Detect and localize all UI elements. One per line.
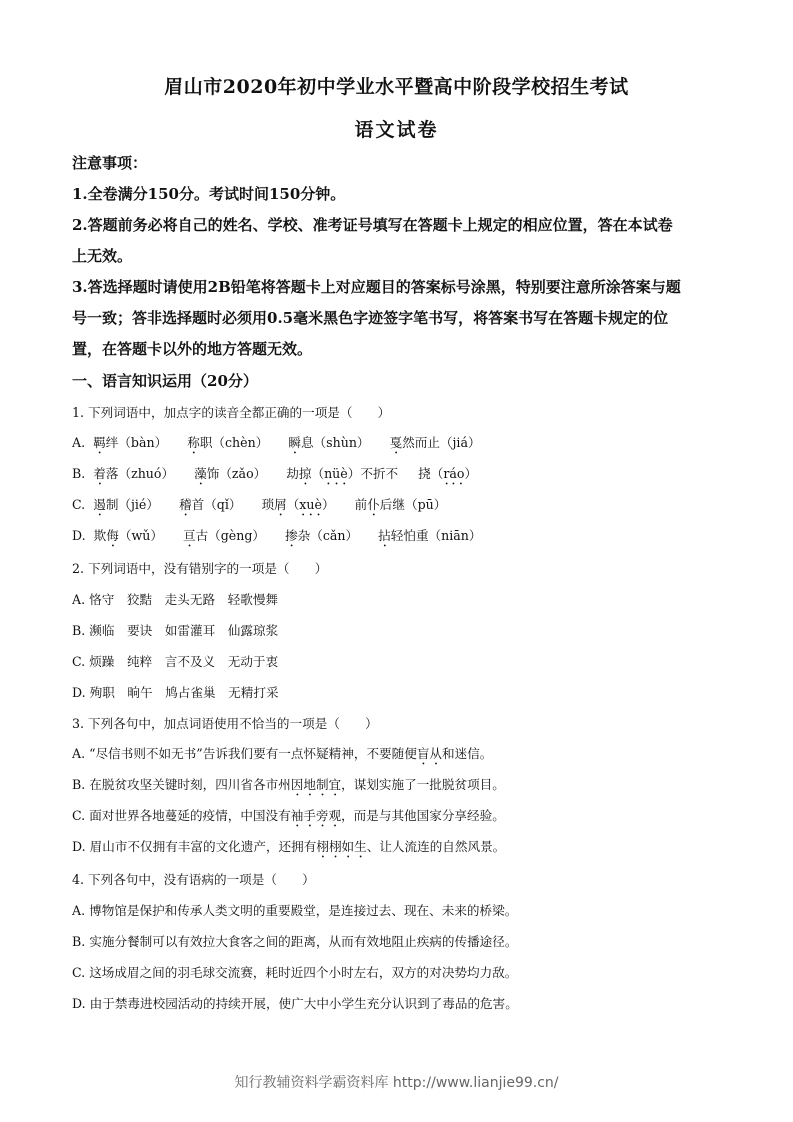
question-2-option-a: A. 恪守 狡黠 走头无路 轻歌慢舞 [72, 592, 279, 607]
notes-heading: 注意事项： [72, 154, 148, 172]
question-1-option-c: C. 遏制（jié） 稽首（qǐ） 琐屑（xuè） 前仆后继（pū） [72, 497, 447, 512]
question-3-option-a: A. “尽信书则不如无书”告诉我们要有一点怀疑精神，不要随便盲从和迷信。 [72, 746, 493, 761]
question-2-option-d: D. 殉职 晌午 鸠占雀巢 无精打采 [72, 685, 279, 700]
question-4-option-c: C. 这场成眉之间的羽毛球交流赛，耗时近四个小时左右，双方的对决势均力敌。 [72, 965, 518, 980]
note-2-line-2: 上无效。 [72, 247, 133, 265]
question-3-stem: 3. 下列各句中，加点词语使用不恰当的一项是（ ） [72, 716, 378, 731]
exam-title: 眉山市2020年初中学业水平暨高中阶段学校招生考试 [164, 76, 629, 98]
note-3-line-3: 置，在答题卡以外的地方答题无效。 [72, 340, 313, 358]
exam-subtitle: 语文试卷 [354, 119, 439, 141]
question-1-stem: 1. 下列词语中，加点字的读音全都正确的一项是（ ） [72, 405, 391, 420]
note-3-line-1: 3.答选择题时请使用2B铅笔将答题卡上对应题目的答案标号涂黑，特别要注意所涂答案与题 [72, 278, 681, 296]
question-3-option-d: D. 眉山市不仅拥有丰富的文化遗产，还拥有栩栩如生、让人流连的自然风景。 [72, 839, 506, 854]
question-4-stem: 4. 下列各句中，没有语病的一项是（ ） [72, 872, 315, 887]
note-2-line-1: 2.答题前务必将自己的姓名、学校、准考证号填写在答题卡上规定的相应位置，答在本试卷 [72, 216, 673, 234]
question-2-stem: 2. 下列词语中，没有错别字的一项是（ ） [72, 561, 328, 576]
footer-watermark-link[interactable]: 知行教辅资料学霸资料库 http://www.lianjie99.cn/ [234, 1075, 559, 1091]
note-3-line-2: 号一致；答非选择题时必须用0.5毫米黑色字迹签字笔书写，将答案书写在答题卡规定的位 [72, 309, 669, 327]
question-2-option-b: B. 濒临 要诀 如雷灌耳 仙露琼浆 [72, 623, 279, 638]
question-3-option-c: C. 面对世界各地蔓延的疫情，中国没有袖手旁观，而是与其他国家分享经验。 [72, 808, 505, 823]
question-1-option-b: B. 着落（zhuó） 藻饰（zǎo） 劫掠（nüè）不折不 挠（ráo） [72, 466, 478, 481]
question-4-option-a: A. 博物馆是保护和传承人类文明的重要殿堂，是连接过去、现在、未来的桥梁。 [72, 903, 518, 918]
question-3-option-b: B. 在脱贫攻坚关键时刻，四川省各市州因地制宜，谋划实施了一批脱贫项目。 [72, 777, 505, 792]
question-4-option-b: B. 实施分餐制可以有效拉大食客之间的距离，从而有效地阻止疾病的传播途径。 [72, 934, 518, 949]
note-1: 1.全卷满分150分。考试时间150分钟。 [72, 185, 346, 203]
question-4-option-d: D. 由于禁毒进校园活动的持续开展，使广大中小学生充分认识到了毒品的危害。 [72, 996, 518, 1011]
question-1-option-a: A. 羁绊（bàn） 称职（chèn） 瞬息（shùn） 戛然而止（jiá） [72, 435, 481, 450]
question-2-option-c: C. 烦躁 纯粹 言不及义 无动于衷 [72, 654, 279, 669]
section-1-heading: 一、语言知识运用（20分） [72, 372, 258, 390]
question-1-option-d: D. 欺侮（wǔ） 亘古（gèng） 掺杂（cǎn） 拈轻怕重（niān） [72, 528, 482, 543]
